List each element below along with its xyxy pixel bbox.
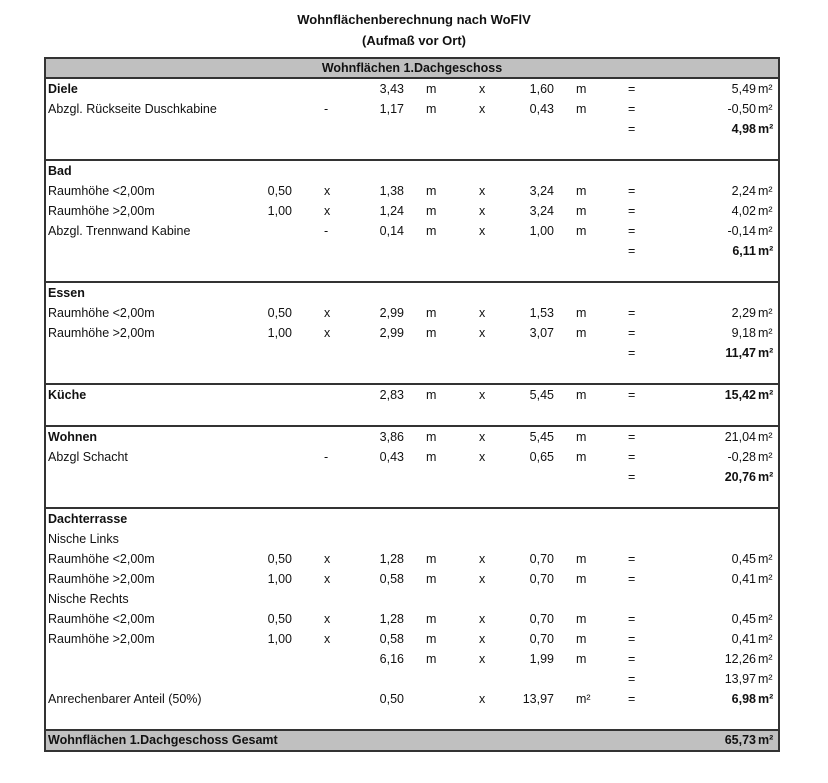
cell-label: Nische Rechts <box>48 592 129 606</box>
cell-u1: m <box>426 450 437 464</box>
cell-label: Diele <box>48 82 78 96</box>
cell-v1: 0,58 <box>379 632 404 646</box>
table-row <box>46 427 778 447</box>
cell-fac: 1,00 <box>267 326 292 340</box>
section <box>46 79 778 161</box>
table-row <box>46 385 778 405</box>
cell-unit: m² <box>758 122 774 136</box>
table-row <box>46 467 778 487</box>
cell-unit: m² <box>758 184 773 198</box>
cell-eq: = <box>628 244 636 258</box>
cell-label: Raumhöhe >2,00m <box>48 572 155 586</box>
section <box>46 161 778 283</box>
cell-u2: m <box>576 388 587 402</box>
cell-label: Raumhöhe <2,00m <box>48 184 155 198</box>
cell-u1: m <box>426 224 437 238</box>
cell-eq: = <box>628 612 636 626</box>
cell-unit: m² <box>758 244 774 258</box>
cell-u1: m <box>426 326 437 340</box>
cell-u2: m <box>576 184 587 198</box>
cell-label: Abzgl. Trennwand Kabine <box>48 224 191 238</box>
cell-x: x <box>479 450 486 464</box>
cell-res: 6,98 <box>731 692 756 706</box>
cell-label: Nische Links <box>48 532 119 546</box>
cell-v2: 3,07 <box>529 326 554 340</box>
cell-v1: 2,83 <box>379 388 404 402</box>
cell-res: 4,98 <box>731 122 756 136</box>
cell-x: x <box>479 552 486 566</box>
cell-u2: m <box>576 430 587 444</box>
cell-u2: m <box>576 612 587 626</box>
cell-op: x <box>324 612 331 626</box>
cell-v2: 0,70 <box>529 572 554 586</box>
cell-label: Dachterrasse <box>48 512 128 526</box>
cell-v2: 3,24 <box>529 204 554 218</box>
cell-u2: m <box>576 632 587 646</box>
cell-fac: 1,00 <box>267 204 292 218</box>
cell-label: Raumhöhe >2,00m <box>48 204 155 218</box>
cell-v1: 1,28 <box>379 552 404 566</box>
cell-u1: m <box>426 430 437 444</box>
cell-res: 20,76 <box>724 470 756 484</box>
total-unit: m² <box>758 733 774 747</box>
cell-v2: 1,00 <box>529 224 554 238</box>
cell-u1: m <box>426 632 437 646</box>
cell-x: x <box>479 612 486 626</box>
cell-v2: 5,45 <box>529 388 554 402</box>
cell-v1: 3,86 <box>379 430 404 444</box>
cell-op: x <box>324 326 331 340</box>
cell-u1: m <box>426 388 437 402</box>
table-row <box>46 343 778 363</box>
cell-fac: 0,50 <box>267 552 292 566</box>
cell-v1: 0,14 <box>379 224 404 238</box>
document-title: Wohnflächenberechnung nach WoFlV <box>297 12 531 27</box>
cell-res: -0,14 <box>727 224 756 238</box>
cell-u2: m <box>576 306 587 320</box>
cell-v1: 1,17 <box>379 102 404 116</box>
cell-unit: m² <box>758 470 774 484</box>
cell-x: x <box>479 224 486 238</box>
cell-u2: m <box>576 82 587 96</box>
table-row <box>46 709 778 729</box>
cell-x: x <box>479 652 486 666</box>
section <box>46 427 778 509</box>
cell-u1: m <box>426 306 437 320</box>
cell-eq: = <box>628 388 636 402</box>
cell-label: Küche <box>48 388 87 402</box>
cell-res: 13,97 <box>724 672 756 686</box>
cell-res: 0,45 <box>731 552 756 566</box>
cell-fac: 0,50 <box>267 184 292 198</box>
cell-res: 11,47 <box>725 346 756 360</box>
table-row <box>46 283 778 303</box>
total-row <box>46 731 778 752</box>
cell-x: x <box>479 388 486 402</box>
cell-res: 0,41 <box>731 632 756 646</box>
cell-v2: 1,53 <box>529 306 554 320</box>
cell-x: x <box>479 306 486 320</box>
area-calculation-table <box>44 57 780 752</box>
table-row <box>46 669 778 689</box>
cell-res: 6,11 <box>732 244 756 258</box>
cell-v2: 5,45 <box>529 430 554 444</box>
table-row <box>46 221 778 241</box>
cell-x: x <box>479 82 486 96</box>
cell-v1: 3,43 <box>379 82 404 96</box>
table-row <box>46 405 778 425</box>
cell-unit: m² <box>758 306 773 320</box>
cell-label: Raumhöhe >2,00m <box>48 326 155 340</box>
cell-res: 12,26 <box>724 652 756 666</box>
cell-unit: m² <box>758 672 773 686</box>
cell-label: Essen <box>48 286 85 300</box>
table-row <box>46 161 778 181</box>
table-row <box>46 609 778 629</box>
cell-unit: m² <box>758 82 773 96</box>
cell-u2: m² <box>576 692 591 706</box>
cell-fac: 0,50 <box>267 306 292 320</box>
cell-v2: 0,70 <box>529 632 554 646</box>
cell-v2: 0,43 <box>529 102 554 116</box>
cell-unit: m² <box>758 552 773 566</box>
table-row <box>46 569 778 589</box>
cell-v1: 2,99 <box>379 306 404 320</box>
cell-res: 5,49 <box>731 82 756 96</box>
cell-v2: 13,97 <box>522 692 554 706</box>
table-row <box>46 529 778 549</box>
cell-v1: 0,58 <box>379 572 404 586</box>
cell-u2: m <box>576 102 587 116</box>
section <box>46 385 778 427</box>
cell-unit: m² <box>758 572 773 586</box>
cell-x: x <box>479 184 486 198</box>
total-label: Wohnflächen 1.Dachgeschoss Gesamt <box>48 733 278 747</box>
cell-fac: 0,50 <box>267 612 292 626</box>
document-subtitle: (Aufmaß vor Ort) <box>362 33 466 48</box>
cell-label: Abzgl Schacht <box>48 450 128 464</box>
cell-res: 9,18 <box>731 326 756 340</box>
cell-u2: m <box>576 326 587 340</box>
cell-unit: m² <box>758 204 773 218</box>
cell-label: Raumhöhe <2,00m <box>48 306 155 320</box>
table-row <box>46 447 778 467</box>
cell-u1: m <box>426 102 437 116</box>
table-row <box>46 79 778 99</box>
table-header: Wohnflächen 1.Dachgeschoss <box>46 59 778 79</box>
cell-unit: m² <box>758 346 774 360</box>
cell-u1: m <box>426 612 437 626</box>
cell-v1: 0,50 <box>379 692 404 706</box>
table-row <box>46 303 778 323</box>
cell-eq: = <box>628 224 636 238</box>
cell-eq: = <box>628 82 636 96</box>
cell-eq: = <box>628 552 636 566</box>
cell-v1: 2,99 <box>379 326 404 340</box>
cell-op: x <box>324 204 331 218</box>
cell-unit: m² <box>758 652 773 666</box>
table-row <box>46 509 778 529</box>
cell-unit: m² <box>758 632 773 646</box>
cell-u1: m <box>426 552 437 566</box>
table-row <box>46 139 778 159</box>
cell-op: x <box>324 552 331 566</box>
cell-eq: = <box>628 346 636 360</box>
cell-label: Raumhöhe >2,00m <box>48 632 155 646</box>
cell-x: x <box>479 572 486 586</box>
cell-u1: m <box>426 572 437 586</box>
table-row <box>46 181 778 201</box>
total-value: 65,73 <box>724 733 756 747</box>
cell-x: x <box>479 204 486 218</box>
cell-eq: = <box>628 652 636 666</box>
cell-x: x <box>479 632 486 646</box>
cell-v1: 1,38 <box>379 184 404 198</box>
cell-eq: = <box>628 672 636 686</box>
cell-res: 0,45 <box>731 612 756 626</box>
cell-unit: m² <box>758 102 773 116</box>
cell-eq: = <box>628 470 636 484</box>
cell-eq: = <box>628 326 636 340</box>
cell-eq: = <box>628 102 636 116</box>
table-row <box>46 589 778 609</box>
table-row <box>46 323 778 343</box>
cell-res: 0,41 <box>731 572 756 586</box>
cell-v1: 0,43 <box>379 450 404 464</box>
cell-res: 15,42 <box>724 388 756 402</box>
section <box>46 283 778 385</box>
cell-fac: 1,00 <box>267 572 292 586</box>
cell-eq: = <box>628 450 636 464</box>
cell-x: x <box>479 692 486 706</box>
cell-label: Abzgl. Rückseite Duschkabine <box>48 102 217 116</box>
table-row <box>46 629 778 649</box>
cell-res: -0,50 <box>727 102 756 116</box>
cell-op: x <box>324 306 331 320</box>
cell-res: 4,02 <box>731 204 756 218</box>
cell-u1: m <box>426 82 437 96</box>
cell-x: x <box>479 430 486 444</box>
cell-eq: = <box>628 204 636 218</box>
cell-u2: m <box>576 652 587 666</box>
cell-eq: = <box>628 572 636 586</box>
cell-unit: m² <box>758 450 773 464</box>
section <box>46 509 778 731</box>
table-row <box>46 201 778 221</box>
cell-op: - <box>324 450 329 464</box>
cell-eq: = <box>628 122 636 136</box>
cell-x: x <box>479 102 486 116</box>
table-row <box>46 241 778 261</box>
cell-u2: m <box>576 552 587 566</box>
cell-unit: m² <box>758 224 773 238</box>
cell-u2: m <box>576 204 587 218</box>
cell-label: Wohnen <box>48 430 98 444</box>
cell-v2: 1,60 <box>529 82 554 96</box>
cell-u2: m <box>576 224 587 238</box>
cell-v1: 6,16 <box>379 652 404 666</box>
cell-v2: 3,24 <box>529 184 554 198</box>
cell-op: x <box>324 632 331 646</box>
cell-v1: 1,24 <box>379 204 404 218</box>
table-row <box>46 649 778 669</box>
cell-v1: 1,28 <box>379 612 404 626</box>
cell-u2: m <box>576 572 587 586</box>
cell-u1: m <box>426 184 437 198</box>
cell-label: Anrechenbarer Anteil (50%) <box>48 692 202 706</box>
cell-eq: = <box>628 306 636 320</box>
cell-res: 2,24 <box>731 184 756 198</box>
cell-fac: 1,00 <box>267 632 292 646</box>
cell-op: x <box>324 572 331 586</box>
cell-unit: m² <box>758 430 773 444</box>
cell-label: Raumhöhe <2,00m <box>48 612 155 626</box>
cell-x: x <box>479 326 486 340</box>
cell-eq: = <box>628 430 636 444</box>
table-row <box>46 99 778 119</box>
cell-unit: m² <box>758 388 774 402</box>
cell-u2: m <box>576 450 587 464</box>
cell-res: 21,04 <box>724 430 756 444</box>
cell-label: Bad <box>48 164 72 178</box>
cell-unit: m² <box>758 612 773 626</box>
cell-eq: = <box>628 692 636 706</box>
cell-op: - <box>324 224 329 238</box>
cell-v2: 1,99 <box>529 652 554 666</box>
cell-res: 2,29 <box>731 306 756 320</box>
cell-eq: = <box>628 184 636 198</box>
cell-op: x <box>324 184 331 198</box>
cell-v2: 0,65 <box>529 450 554 464</box>
cell-v2: 0,70 <box>529 612 554 626</box>
cell-label: Raumhöhe <2,00m <box>48 552 155 566</box>
cell-u1: m <box>426 652 437 666</box>
table-row <box>46 363 778 383</box>
table-row <box>46 689 778 709</box>
cell-u1: m <box>426 204 437 218</box>
cell-unit: m² <box>758 692 774 706</box>
table-row <box>46 549 778 569</box>
cell-v2: 0,70 <box>529 552 554 566</box>
table-row <box>46 487 778 507</box>
cell-unit: m² <box>758 326 773 340</box>
cell-op: - <box>324 102 329 116</box>
table-row <box>46 119 778 139</box>
table-row <box>46 261 778 281</box>
cell-eq: = <box>628 632 636 646</box>
cell-res: -0,28 <box>727 450 756 464</box>
